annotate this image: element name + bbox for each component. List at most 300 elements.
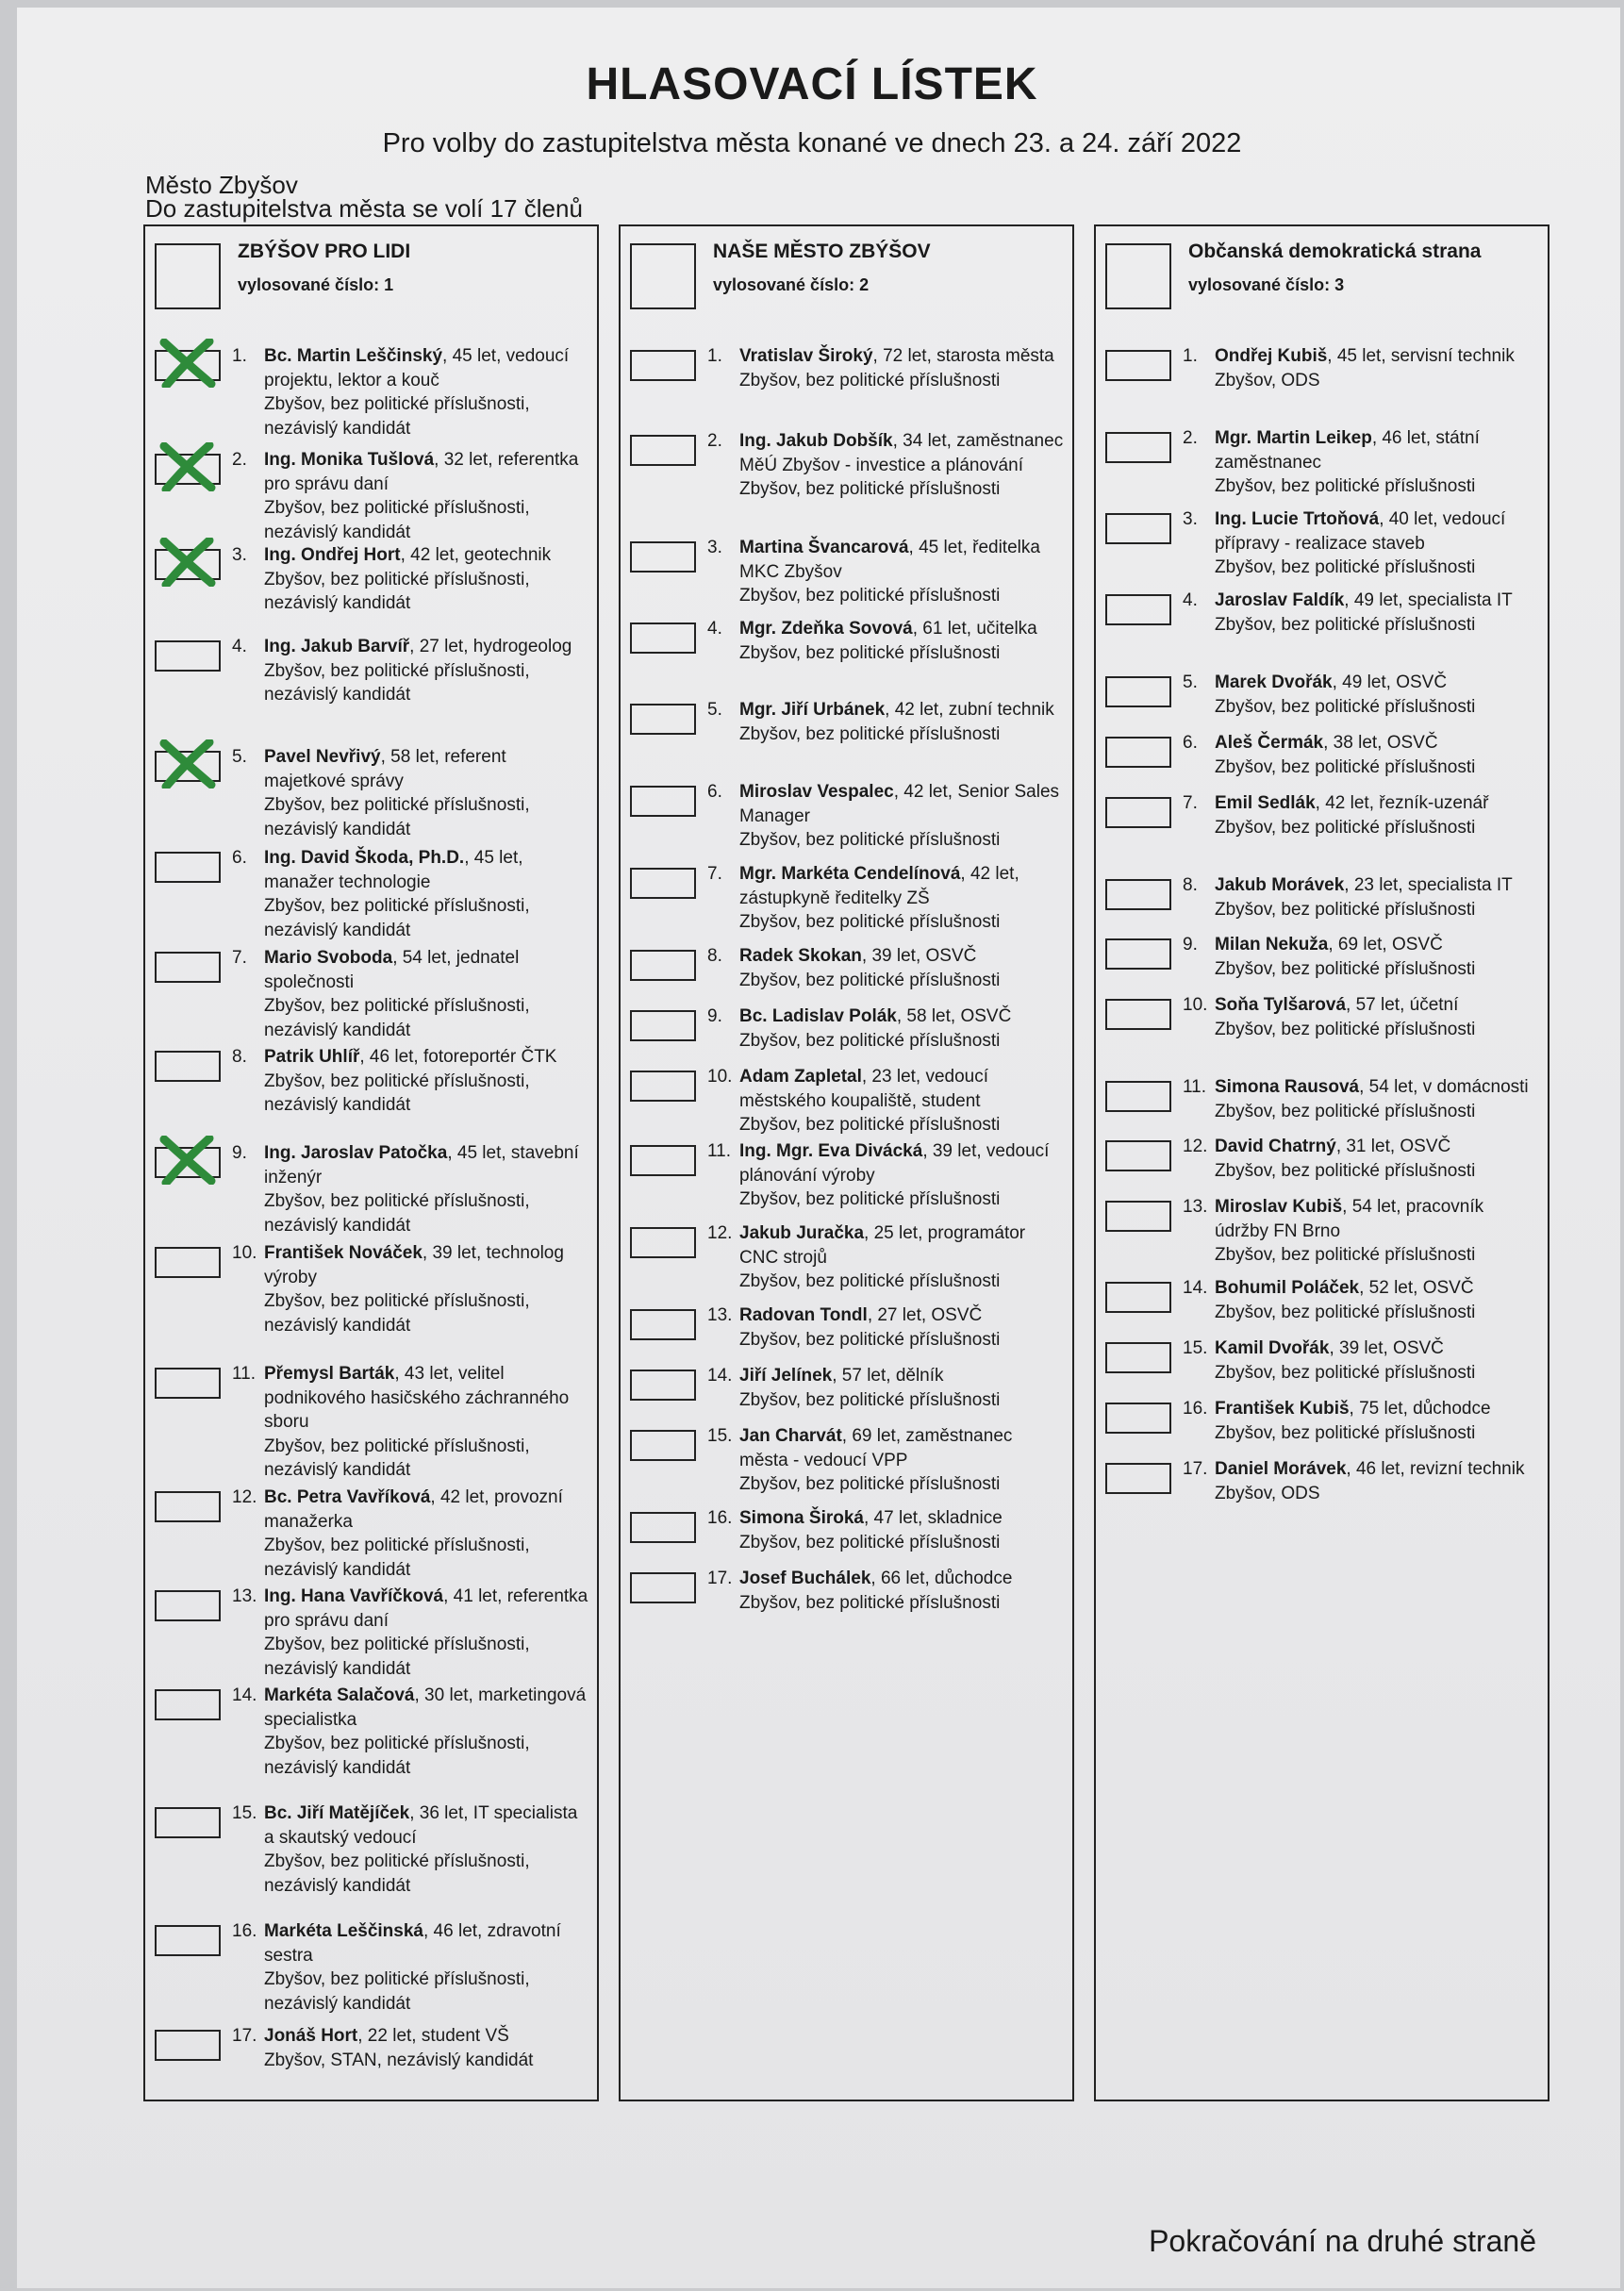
candidate-name: Vratislav Široký (739, 346, 873, 366)
candidate-number: 6. (707, 782, 722, 802)
candidate-name: Markéta Salačová (264, 1685, 415, 1705)
candidate-vote-box[interactable] (155, 952, 221, 983)
candidate-locality: Zbyšov, bez politické příslušnosti (739, 1030, 1001, 1051)
candidate-name: Miroslav Vespalec (739, 782, 894, 802)
candidate-name: Simona Rausová (1215, 1077, 1360, 1097)
candidate-locality: Zbyšov, bez politické příslušnosti (1215, 614, 1476, 635)
candidate-number: 15. (1183, 1338, 1208, 1358)
candidate-details: , 46 let, fotoreportér ČTK (359, 1047, 557, 1067)
candidate-vote-box[interactable] (630, 1227, 696, 1258)
candidate-locality: Zbyšov, bez politické příslušnosti (739, 586, 1001, 606)
candidate-locality: Zbyšov, bez politické příslušnosti (739, 1115, 1001, 1136)
party-number: vylosované číslo: 1 (238, 275, 394, 294)
candidate-number: 2. (1183, 428, 1198, 448)
candidate-name: Simona Široká (739, 1508, 864, 1528)
candidate-vote-box[interactable] (630, 1512, 696, 1543)
candidate-details: , 69 let, zaměstnanec města - vedoucí VPP (739, 1426, 1013, 1470)
candidate-vote-box[interactable] (630, 704, 696, 735)
candidate-locality: Zbyšov, bez politické příslušnosti, nezávislý kandidát (264, 1635, 530, 1679)
party-vote-box[interactable] (155, 243, 221, 309)
candidate-vote-box[interactable] (1105, 999, 1171, 1030)
candidate-name: David Chatrný (1215, 1137, 1336, 1156)
candidate-number: 14. (232, 1685, 257, 1705)
candidate-vote-box[interactable] (1105, 1282, 1171, 1313)
candidate-number: 16. (707, 1508, 733, 1528)
candidate-text (1215, 993, 1540, 1041)
candidate-vote-box[interactable] (155, 1491, 221, 1522)
candidate-name: Jakub Juračka (739, 1223, 865, 1243)
candidate-number: 3. (232, 545, 247, 565)
candidate-locality: Zbyšov, bez politické příslušnosti (739, 370, 1001, 390)
candidate-details: , 23 let, vedoucí městského koupaliště, student (739, 1067, 989, 1111)
ballot-title: HLASOVACÍ LÍSTEK (586, 59, 1038, 109)
candidate-name: Bc. Ladislav Polák (739, 1006, 897, 1026)
candidate-vote-box[interactable] (1105, 1403, 1171, 1434)
candidate-text (1215, 731, 1540, 779)
candidate-details: , 36 let, IT specialista a skautský vedoucí (264, 1803, 578, 1848)
candidate-number: 13. (707, 1305, 733, 1325)
candidate-locality: Zbyšov, ODS (1215, 370, 1320, 390)
candidate-details: , 42 let, řezník-uzenář (1315, 793, 1489, 813)
candidate-text (264, 1585, 589, 1681)
party-number: vylosované číslo: 3 (1188, 275, 1345, 294)
vote-cross-mark-icon (158, 739, 217, 789)
candidate-text (264, 1141, 589, 1237)
candidate-vote-box[interactable] (155, 1590, 221, 1621)
candidate-name: Jaroslav Faldík (1215, 590, 1345, 610)
candidate-text (264, 1486, 589, 1582)
candidate-name: Jan Charvát (739, 1426, 842, 1446)
candidate-name: Jakub Morávek (1215, 875, 1345, 895)
candidate-vote-box[interactable] (155, 1247, 221, 1278)
candidate-text (739, 1303, 1065, 1352)
candidate-number: 12. (707, 1223, 733, 1243)
candidate-number: 5. (1183, 672, 1198, 692)
candidate-locality: Zbyšov, bez politické příslušnosti (1215, 696, 1476, 717)
candidate-number: 11. (707, 1141, 732, 1161)
candidate-text (264, 543, 589, 616)
candidate-details: , 32 let, referentka pro správu daní (264, 450, 579, 494)
candidate-name: Bohumil Poláček (1215, 1278, 1360, 1298)
candidate-details: , 57 let, dělník (832, 1366, 944, 1386)
candidate-text (739, 1364, 1065, 1412)
candidate-vote-box[interactable] (1105, 676, 1171, 707)
candidate-details: , 43 let, velitel podnikového hasičského záchranného sboru (264, 1364, 570, 1433)
candidate-number: 9. (1183, 935, 1198, 955)
candidate-name: Markéta Leščinská (264, 1921, 423, 1941)
candidate-details: , 49 let, specialista IT (1344, 590, 1513, 610)
candidate-locality: Zbyšov, bez politické příslušnosti (739, 1189, 1001, 1210)
candidate-details: , 42 let, provozní manažerka (264, 1487, 563, 1532)
candidate-text (739, 429, 1065, 502)
candidate-details: , 42 let, zástupkyně ředitelky ZŠ (739, 864, 1019, 908)
candidate-text (739, 1065, 1065, 1137)
candidate-text (1215, 344, 1540, 392)
candidate-text (264, 1241, 589, 1337)
candidate-number: 10. (232, 1243, 257, 1263)
candidate-number: 2. (707, 431, 722, 451)
candidate-details: , 22 let, student VŠ (357, 2026, 509, 2046)
vote-cross-mark-icon (158, 538, 217, 587)
candidate-vote-box[interactable] (630, 1010, 696, 1041)
candidate-details: , 27 let, hydrogeolog (409, 637, 572, 656)
candidate-name: František Kubiš (1215, 1399, 1350, 1419)
candidate-text (264, 2024, 589, 2072)
candidate-name: Ing. Ondřej Hort (264, 545, 401, 565)
candidate-number: 1. (1183, 346, 1198, 366)
candidate-details: , 42 let, zubní technik (885, 700, 1054, 720)
candidate-name: Daniel Morávek (1215, 1459, 1347, 1479)
candidate-name: Mgr. Jiří Urbánek (739, 700, 886, 720)
candidate-text (1215, 873, 1540, 921)
candidate-locality: Zbyšov, ODS (1215, 1483, 1320, 1503)
candidate-details: , 45 let, vedoucí projektu, lektor a kouč (264, 346, 570, 390)
candidate-text (264, 344, 589, 440)
candidate-number: 7. (232, 948, 247, 968)
party-column-3 (1094, 224, 1549, 2101)
candidate-name: Mgr. Martin Leikep (1215, 428, 1372, 448)
candidate-locality: Zbyšov, bez politické příslušnosti, nezávislý kandidát (264, 1536, 530, 1580)
candidate-text (1215, 791, 1540, 839)
candidate-name: Soňa Tylšarová (1215, 995, 1347, 1015)
candidate-details: , 31 let, OSVČ (1335, 1137, 1451, 1156)
candidate-vote-box[interactable] (630, 1309, 696, 1340)
candidate-details: , 42 let, geotechnik (400, 545, 552, 565)
candidate-text (264, 946, 589, 1042)
candidate-locality: Zbyšov, STAN, nezávislý kandidát (264, 2050, 534, 2070)
candidate-name: Ing. Mgr. Eva Divácká (739, 1141, 923, 1161)
candidate-locality: Zbyšov, bez politické příslušnosti (739, 1389, 1001, 1410)
candidate-details: , 46 let, zdravotní sestra (264, 1921, 561, 1966)
candidate-details: , 61 let, učitelka (912, 619, 1037, 639)
candidate-name: Ing. Lucie Trtoňová (1215, 509, 1380, 529)
candidate-number: 8. (1183, 875, 1198, 895)
candidate-number: 10. (1183, 995, 1208, 1015)
party-column-2 (619, 224, 1074, 2101)
candidate-locality: Zbyšov, bez politické příslušnosti (1215, 1019, 1476, 1039)
candidate-details: , 25 let, programátor CNC strojů (739, 1223, 1026, 1268)
candidate-vote-box[interactable] (1105, 432, 1171, 463)
candidate-locality: Zbyšov, bez politické příslušnosti (739, 479, 1001, 500)
candidate-details: , 39 let, OSVČ (1329, 1338, 1444, 1358)
candidate-vote-box[interactable] (155, 852, 221, 883)
candidate-locality: Zbyšov, bez politické příslušnosti, nezávislý kandidát (264, 394, 530, 439)
candidate-vote-box[interactable] (1105, 879, 1171, 910)
candidate-number: 1. (707, 346, 722, 366)
candidate-locality: Zbyšov, bez politické příslušnosti (1215, 1302, 1476, 1322)
ballot-subtitle: Pro volby do zastupitelstva města konané ve dnech 23. a 24. září 2022 (382, 128, 1242, 158)
candidate-locality: Zbyšov, bez politické příslušnosti (739, 1271, 1001, 1292)
candidate-details: , 45 let, stavební inženýr (264, 1143, 579, 1187)
candidate-details: , 39 let, vedoucí plánování výroby (739, 1141, 1050, 1186)
candidate-text (1215, 671, 1540, 719)
candidate-vote-box[interactable] (630, 541, 696, 573)
candidate-text (739, 1567, 1065, 1615)
candidate-number: 11. (1183, 1077, 1207, 1097)
candidate-text (1215, 1276, 1540, 1324)
candidate-locality: Zbyšov, bez politické příslušnosti (1215, 899, 1476, 920)
candidate-vote-box[interactable] (630, 1071, 696, 1102)
candidate-number: 12. (232, 1487, 257, 1507)
candidate-locality: Zbyšov, bez politické příslušnosti (739, 1592, 1001, 1613)
candidate-locality: Zbyšov, bez politické příslušnosti, nezávislý kandidát (264, 1191, 530, 1236)
candidate-number: 5. (232, 747, 247, 767)
candidate-vote-box[interactable] (155, 1368, 221, 1399)
party-number: vylosované číslo: 2 (713, 275, 870, 294)
candidate-text (739, 698, 1065, 746)
candidate-text (1215, 1195, 1540, 1268)
candidate-vote-box[interactable] (155, 1925, 221, 1956)
candidate-vote-box[interactable] (155, 1807, 221, 1838)
candidate-number: 1. (232, 346, 247, 366)
candidate-name: Přemysl Barták (264, 1364, 395, 1384)
candidate-name: Aleš Čermák (1215, 733, 1324, 753)
candidate-locality: Zbyšov, bez politické příslušnosti (739, 830, 1001, 851)
candidate-details: , 39 let, technolog výroby (264, 1243, 564, 1287)
candidate-locality: Zbyšov, bez politické příslušnosti (1215, 1101, 1476, 1121)
candidate-text (1215, 1457, 1540, 1505)
party-name: NAŠE MĚSTO ZBÝŠOV (713, 241, 931, 262)
candidate-text (739, 780, 1065, 853)
candidate-number: 13. (232, 1586, 257, 1606)
candidate-number: 16. (232, 1921, 257, 1941)
candidate-text (1215, 426, 1540, 499)
candidate-text (1215, 1075, 1540, 1123)
candidate-vote-box[interactable] (630, 1145, 696, 1176)
candidate-details: , 54 let, jednatel společnosti (264, 948, 520, 992)
candidate-number: 13. (1183, 1197, 1208, 1217)
candidate-text (1215, 589, 1540, 637)
candidate-number: 3. (707, 538, 722, 557)
candidate-number: 11. (232, 1364, 257, 1384)
candidate-vote-box[interactable] (1105, 513, 1171, 544)
candidate-locality: Zbyšov, bez politické příslušnosti (739, 912, 1001, 933)
candidate-details: , 27 let, OSVČ (867, 1305, 983, 1325)
candidate-name: Milan Nekuža (1215, 935, 1329, 955)
candidate-text (264, 1362, 589, 1483)
candidate-locality: Zbyšov, bez politické příslušnosti (1215, 557, 1476, 578)
candidate-text (1215, 933, 1540, 981)
candidate-locality: Zbyšov, bez politické příslušnosti (1215, 756, 1476, 777)
candidate-text (739, 1221, 1065, 1294)
candidate-name: Jonáš Hort (264, 2026, 358, 2046)
candidate-details: , 66 let, důchodce (870, 1569, 1013, 1588)
candidate-locality: Zbyšov, bez politické příslušnosti, nezávislý kandidát (264, 1436, 530, 1481)
candidate-locality: Zbyšov, bez politické příslušnosti (1215, 1160, 1476, 1181)
candidate-number: 15. (232, 1803, 257, 1823)
candidate-text (264, 448, 589, 544)
candidate-text (264, 1684, 589, 1780)
candidate-vote-box[interactable] (155, 2030, 221, 2061)
candidate-text (739, 1506, 1065, 1554)
candidate-details: , 45 let, ředitelka MKC Zbyšov (739, 538, 1040, 582)
candidate-number: 14. (1183, 1278, 1208, 1298)
candidate-number: 7. (1183, 793, 1198, 813)
candidate-vote-box[interactable] (1105, 797, 1171, 828)
candidate-details: , 46 let, státní zaměstnanec (1215, 428, 1480, 473)
candidate-number: 12. (1183, 1137, 1208, 1156)
candidate-details: , 41 let, referentka pro správu daní (264, 1586, 588, 1631)
candidate-vote-box[interactable] (630, 350, 696, 381)
candidate-name: Ing. Jaroslav Patočka (264, 1143, 448, 1163)
candidate-name: Ing. Hana Vavříčková (264, 1586, 444, 1606)
candidate-text (264, 745, 589, 841)
candidate-details: , 45 let, manažer technologie (264, 848, 523, 892)
candidate-text (739, 344, 1065, 392)
candidate-number: 2. (232, 450, 247, 470)
candidate-vote-box[interactable] (630, 1370, 696, 1401)
candidate-details: , 39 let, OSVČ (861, 946, 977, 966)
candidate-number: 10. (707, 1067, 733, 1087)
candidate-vote-box[interactable] (1105, 1081, 1171, 1112)
candidate-locality: Zbyšov, bez politické příslušnosti, nezávislý kandidát (264, 1071, 530, 1116)
candidate-details: , 30 let, marketingová specialistka (264, 1685, 587, 1730)
candidate-number: 8. (232, 1047, 247, 1067)
candidate-locality: Zbyšov, bez politické příslušnosti, nezávislý kandidát (264, 896, 530, 940)
candidate-number: 17. (232, 2026, 257, 2046)
candidate-name: Martina Švancarová (739, 538, 909, 557)
candidate-number: 9. (232, 1143, 247, 1163)
candidate-details: , 46 let, revizní technik (1346, 1459, 1525, 1479)
candidate-locality: Zbyšov, bez politické příslušnosti, nezávislý kandidát (264, 498, 530, 542)
candidate-name: Marek Dvořák (1215, 672, 1333, 692)
candidate-vote-box[interactable] (1105, 1140, 1171, 1171)
candidate-name: František Nováček (264, 1243, 423, 1263)
party-vote-box[interactable] (1105, 243, 1171, 309)
candidate-text (1215, 1397, 1540, 1445)
candidate-locality: Zbyšov, bez politické příslušnosti, nezávislý kandidát (264, 996, 530, 1040)
candidate-details: , 38 let, OSVČ (1323, 733, 1438, 753)
candidate-name: Mgr. Zdeňka Sovová (739, 619, 913, 639)
candidate-details: , 23 let, specialista IT (1344, 875, 1513, 895)
candidate-name: Adam Zapletal (739, 1067, 862, 1087)
candidate-details: , 52 let, OSVČ (1359, 1278, 1474, 1298)
candidate-name: Ing. David Škoda, Ph.D. (264, 848, 465, 868)
candidate-number: 6. (232, 848, 247, 868)
candidate-text (739, 1139, 1065, 1212)
candidate-number: 4. (707, 619, 722, 639)
candidate-text (264, 635, 589, 707)
candidate-vote-box[interactable] (1105, 594, 1171, 625)
candidate-locality: Zbyšov, bez politické příslušnosti (739, 1474, 1001, 1495)
candidate-name: Mgr. Markéta Cendelínová (739, 864, 961, 884)
candidate-name: Bc. Martin Leščinský (264, 346, 443, 366)
candidate-text (1215, 507, 1540, 580)
candidate-vote-box[interactable] (1105, 938, 1171, 970)
candidate-text (739, 536, 1065, 608)
candidate-vote-box[interactable] (1105, 737, 1171, 768)
candidate-details: , 72 let, starosta města (872, 346, 1054, 366)
candidate-details: , 75 let, důchodce (1349, 1399, 1491, 1419)
candidate-details: , 40 let, vedoucí přípravy - realizace staveb (1215, 509, 1506, 554)
candidate-name: Radovan Tondl (739, 1305, 868, 1325)
candidate-details: , 58 let, referent majetkové správy (264, 747, 506, 791)
candidate-name: Pavel Nevřivý (264, 747, 381, 767)
candidate-locality: Zbyšov, bez politické příslušnosti (739, 642, 1001, 663)
candidate-name: Mario Svoboda (264, 948, 393, 968)
candidate-text (264, 846, 589, 942)
town-name: Město Zbyšov (145, 171, 298, 199)
candidate-locality: Zbyšov, bez politické příslušnosti (1215, 817, 1476, 838)
candidate-name: Bc. Petra Vavříková (264, 1487, 431, 1507)
candidate-locality: Zbyšov, bez politické příslušnosti, nezávislý kandidát (264, 1291, 530, 1336)
party-name: Občanská demokratická strana (1188, 241, 1482, 262)
continuation-note: Pokračování na druhé straně (1149, 2224, 1536, 2258)
candidate-text (264, 1801, 589, 1898)
candidate-details: , 34 let, zaměstnanec MěÚ Zbyšov - investice a plánování (739, 431, 1064, 475)
candidate-details: , 69 let, OSVČ (1328, 935, 1443, 955)
candidate-number: 3. (1183, 509, 1198, 529)
candidate-number: 8. (707, 946, 722, 966)
party-column-1 (143, 224, 599, 2101)
candidate-details: , 58 let, OSVČ (896, 1006, 1012, 1026)
vote-cross-mark-icon (158, 442, 217, 491)
candidate-vote-box[interactable] (1105, 1463, 1171, 1494)
candidate-text (264, 1919, 589, 2016)
candidate-details: , 49 let, OSVČ (1332, 672, 1448, 692)
candidate-locality: Zbyšov, bez politické příslušnosti (1215, 1245, 1476, 1266)
candidate-text (739, 1004, 1065, 1053)
candidate-vote-box[interactable] (630, 950, 696, 981)
candidate-name: Josef Buchálek (739, 1569, 871, 1588)
candidate-text (739, 862, 1065, 935)
candidate-number: 4. (232, 637, 247, 656)
candidate-details: , 42 let, Senior Sales Manager (739, 782, 1060, 826)
candidate-number: 7. (707, 864, 722, 884)
seats-note: Do zastupitelstva města se volí 17 členů (145, 194, 583, 223)
candidate-vote-box[interactable] (630, 868, 696, 899)
candidate-details: , 57 let, účetní (1346, 995, 1459, 1015)
candidate-text (739, 1424, 1065, 1497)
candidate-vote-box[interactable] (630, 1572, 696, 1603)
candidate-vote-box[interactable] (1105, 1342, 1171, 1373)
candidate-name: Radek Skokan (739, 946, 862, 966)
candidate-name: Patrik Uhlíř (264, 1047, 360, 1067)
candidate-name: Ondřej Kubiš (1215, 346, 1328, 366)
candidate-name: Kamil Dvořák (1215, 1338, 1330, 1358)
candidate-vote-box[interactable] (630, 623, 696, 654)
candidate-locality: Zbyšov, bez politické příslušnosti (1215, 1422, 1476, 1443)
candidate-name: Jiří Jelínek (739, 1366, 833, 1386)
candidate-vote-box[interactable] (630, 1430, 696, 1461)
candidate-name: Ing. Monika Tušlová (264, 450, 435, 470)
candidate-details: , 54 let, pracovník údržby FN Brno (1215, 1197, 1484, 1241)
candidate-vote-box[interactable] (155, 1689, 221, 1720)
candidate-name: Bc. Jiří Matějíček (264, 1803, 410, 1823)
candidate-number: 4. (1183, 590, 1198, 610)
candidate-vote-box[interactable] (155, 640, 221, 672)
candidate-name: Ing. Jakub Barvíř (264, 637, 410, 656)
candidate-vote-box[interactable] (155, 1051, 221, 1082)
candidate-number: 5. (707, 700, 722, 720)
candidate-locality: Zbyšov, bez politické příslušnosti, nezávislý kandidát (264, 1969, 530, 2014)
candidate-details: , 45 let, servisní technik (1327, 346, 1515, 366)
candidate-text (1215, 1336, 1540, 1385)
candidate-details: , 54 let, v domácnosti (1359, 1077, 1529, 1097)
candidate-vote-box[interactable] (630, 786, 696, 817)
candidate-vote-box[interactable] (630, 435, 696, 466)
candidate-locality: Zbyšov, bez politické příslušnosti, nezávislý kandidát (264, 1734, 530, 1778)
candidate-locality: Zbyšov, bez politické příslušnosti, nezávislý kandidát (264, 660, 530, 706)
party-vote-box[interactable] (630, 243, 696, 309)
candidate-locality: Zbyšov, bez politické příslušnosti (739, 1532, 1001, 1552)
candidate-locality: Zbyšov, bez politické příslušnosti (739, 723, 1001, 744)
candidate-text (739, 944, 1065, 992)
candidate-vote-box[interactable] (1105, 1201, 1171, 1232)
candidate-locality: Zbyšov, bez politické příslušnosti (1215, 476, 1476, 497)
candidate-vote-box[interactable] (1105, 350, 1171, 381)
candidate-name: Emil Sedlák (1215, 793, 1316, 813)
